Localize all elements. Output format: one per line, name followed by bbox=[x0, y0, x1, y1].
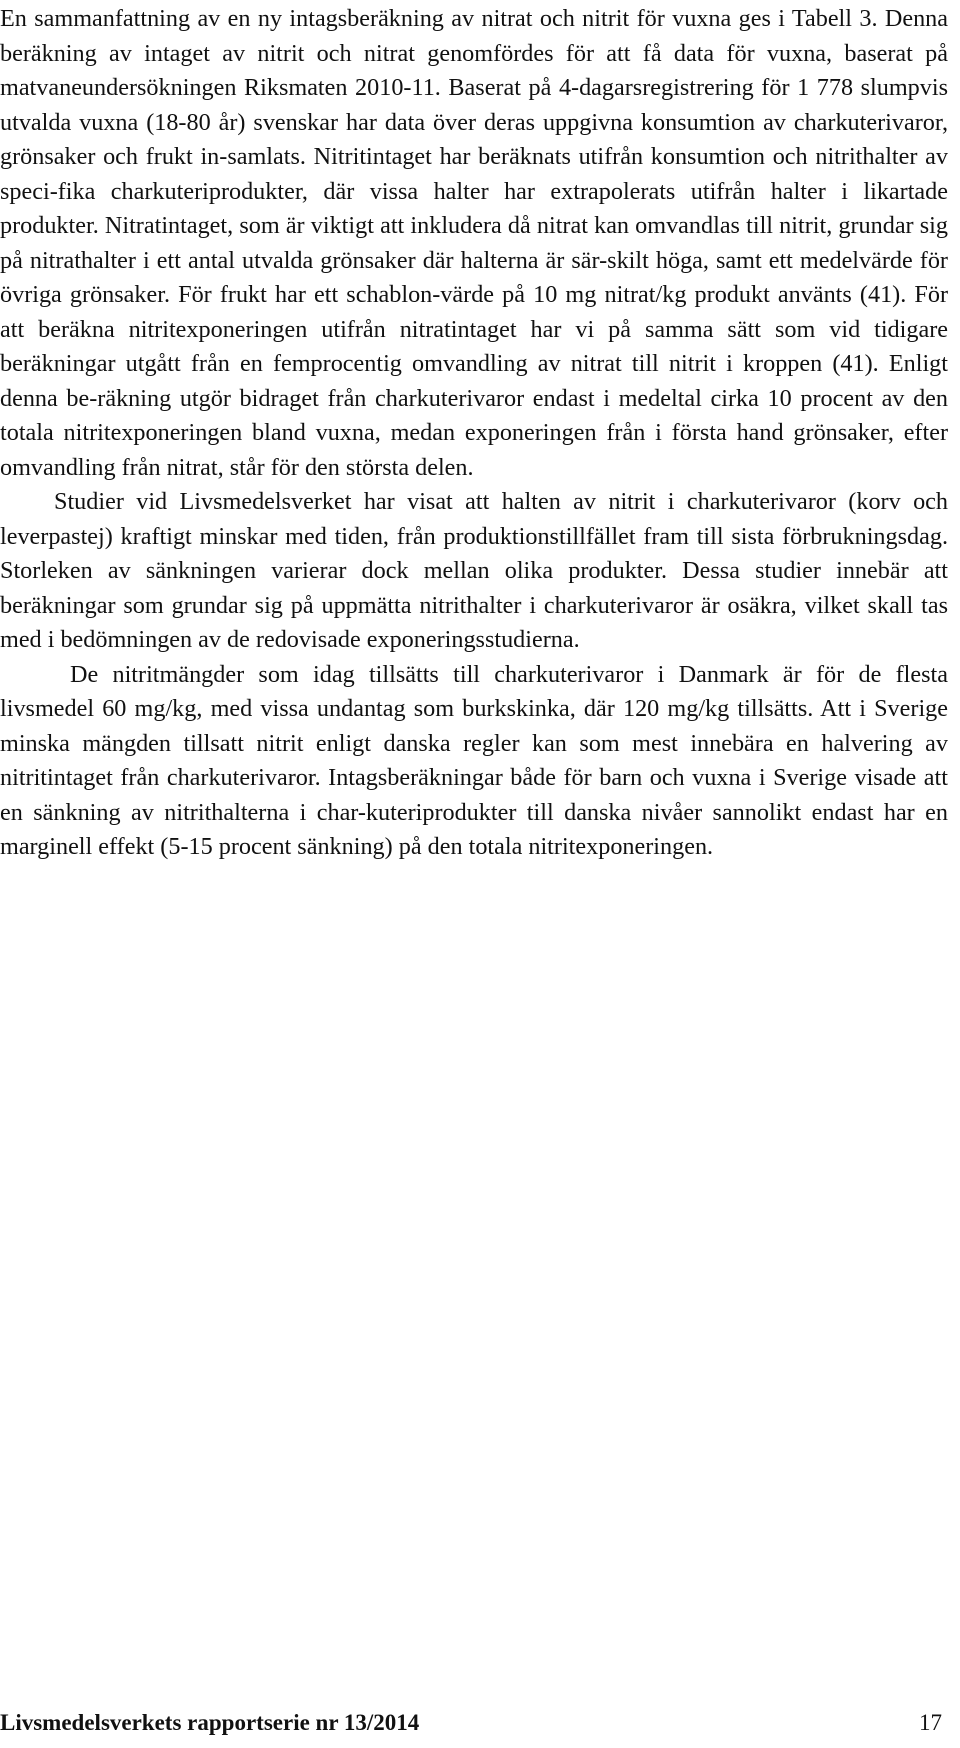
page-footer bbox=[0, 1706, 942, 1740]
body-text bbox=[0, 2, 948, 865]
page-number: 17 bbox=[919, 1710, 942, 1735]
paragraph-danish-levels: De nitritmängder som idag tillsätts till charkuterivaror i Danmark är för de flesta livsmedel 60 mg/kg, med vissa undantag som burkskinka, där 120 mg/kg tillsätts. Att i Sverige minska mängden tillsatt nitrit enligt danska regler kan som mest innebära en halvering av nitritintaget från charkuterivaror. Intagsberäkningar både för barn och vuxna i Sverige visade att en sänkning av nitrithalterna i char-kuteriprodukter till danska nivåer sannolikt endast har en marginell effekt (5-15 procent sänkning) på den totala nitritexponeringen. bbox=[0, 660, 948, 860]
paragraph-intake-summary: En sammanfattning av en ny intagsberäkning av nitrat och nitrit för vuxna ges i Tabell 3. Denna beräkning av intaget av nitrit och nitrat genomfördes för att få data för vuxna, baserat på matvaneundersökningen Riksmaten 2010-11. Baserat på 4-dagarsregistrering för 1 778 slumpvis utvalda vuxna (18-80 år) svenskar har data över deras uppgivna konsumtion av charkuterivaror, grönsaker och frukt in-samlats. Nitritintaget har beräknats utifrån konsumtion och nitrithalter av speci-fika charkuteriprodukter, där vissa halter har extrapolerats utifrån halter i likartade produkter. Nitratintaget, som är viktigt att inkludera då nitrat kan omvandlas till nitrit, grundar sig på nitrathalter i ett antal utvalda grönsaker där halterna är sär-skilt höga, samt ett medelvärde för övriga grönsaker. För frukt har ett schablon-värde på 10 mg nitrat/kg produkt använts (41). För att beräkna nitritexponeringen utifrån nitratintaget har vi på samma sätt som vid tidigare beräkningar utgått från en femprocentig omvandling av nitrat till nitrit i kroppen (41). Enligt denna be-räkning utgör bidraget från charkuterivaror endast i medeltal cirka 10 procent av den totala nitritexponeringen bland vuxna, medan exponeringen från i första hand grönsaker, efter omvandling från nitrat, står för den största delen. bbox=[0, 5, 948, 481]
report-series-label: Livsmedelsverkets rapportserie nr 13/2014 bbox=[0, 1710, 420, 1735]
paragraph-nitrite-decline-studies: Studier vid Livsmedelsverket har visat att halten av nitrit i charkuterivaror (korv och leverpastej) kraftigt minskar med tiden, från produktionstillfället fram till sista förbrukningsdag. Storleken av sänkningen varierar dock mellan olika produkter. Dessa studier innebär att beräkningar som grundar sig på uppmätta nitrithalter i charkuterivaror är osäkra, vilket skall tas med i bedömningen av de redovisade exponeringsstudierna. bbox=[0, 488, 948, 653]
